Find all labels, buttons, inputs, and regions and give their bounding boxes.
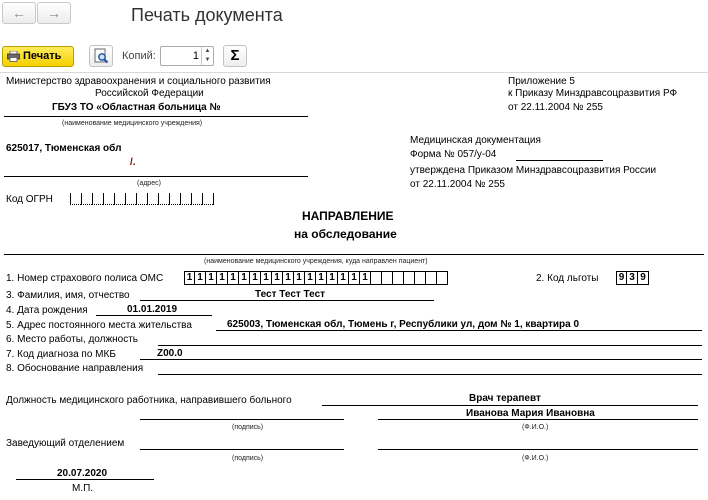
position-value-underline <box>378 405 698 406</box>
address-mark: /. <box>130 157 136 168</box>
ogrn-cells <box>70 193 214 205</box>
benefit-code-cells <box>616 271 649 285</box>
doctor-name-underline <box>378 419 698 420</box>
policy-digit-cell: 1 <box>250 271 261 285</box>
ministry-line1: Министерство здравоохранения и социального развития <box>6 76 271 87</box>
ogrn-cell <box>81 193 92 205</box>
head-signature-line <box>140 449 344 450</box>
ogrn-cell <box>158 193 169 205</box>
policy-digit-cell: 1 <box>228 271 239 285</box>
ogrn-cell <box>103 193 114 205</box>
institution-name: ГБУЗ ТО «Областная больница № <box>52 102 221 113</box>
workplace-label: 6. Место работы, должность <box>6 334 139 345</box>
policy-digit-cell <box>404 271 415 285</box>
med-doc-line1: Медицинская документация <box>410 135 541 146</box>
head-name-underline <box>378 449 698 450</box>
date-underline <box>16 479 154 480</box>
policy-digit-cell: 1 <box>338 271 349 285</box>
policy-number-cells <box>184 271 448 285</box>
doctor-name: Иванова Мария Ивановна <box>466 408 595 419</box>
policy-digit-cell: 1 <box>206 271 217 285</box>
policy-digit-cell: 1 <box>261 271 272 285</box>
back-button[interactable] <box>2 2 36 24</box>
benefit-digit-cell: 9 <box>616 271 627 285</box>
copies-label: Копий: <box>122 50 156 62</box>
ogrn-cell <box>147 193 158 205</box>
heading-title: НАПРАВЛЕНИЕ <box>302 209 394 223</box>
stamp-label: М.П. <box>72 483 94 494</box>
policy-digit-cell: 1 <box>294 271 305 285</box>
address-value: 625017, Тюменская обл <box>6 143 122 154</box>
med-doc-line3: утверждена Приказом Минздравсоцразвития России <box>410 165 657 176</box>
address-caption: (адрес) <box>137 180 161 187</box>
ogrn-cell <box>191 193 202 205</box>
appendix-line3: от 22.11.2004 № 255 <box>508 102 603 113</box>
justification-underline <box>158 374 702 375</box>
benefit-digit-cell: 3 <box>627 271 638 285</box>
date-value: 20.07.2020 <box>57 468 108 479</box>
diagnosis-value: Z00.0 <box>157 348 183 359</box>
birthdate-underline <box>96 315 212 316</box>
policy-digit-cell: 1 <box>360 271 371 285</box>
position-value: Врач терапевт <box>469 393 541 404</box>
address-residence-underline <box>216 330 702 331</box>
med-doc-line4: от 22.11.2004 № 255 <box>410 179 505 190</box>
ministry-line2: Российской Федерации <box>95 88 204 99</box>
arrow-left-icon: ← <box>12 5 26 21</box>
policy-digit-cell <box>437 271 448 285</box>
diagnosis-underline <box>140 359 702 360</box>
fio-value: Тест Тест Тест <box>255 289 326 300</box>
target-caption: (наименование медицинского учреждения, куда направлен пациент) <box>204 258 428 265</box>
ogrn-cell <box>92 193 103 205</box>
justification-label: 8. Обоснование направления <box>6 363 144 374</box>
ogrn-cell <box>136 193 147 205</box>
appendix-line2: к Приказу Минздравсоцразвития РФ <box>508 88 678 99</box>
policy-digit-cell <box>371 271 382 285</box>
birthdate-value: 01.01.2019 <box>127 304 178 315</box>
ogrn-cell <box>169 193 180 205</box>
print-button[interactable] <box>2 46 74 67</box>
preview-button[interactable] <box>89 45 113 67</box>
print-button-label: Печать <box>23 50 62 62</box>
workplace-underline <box>158 345 702 346</box>
fio-underline <box>140 300 434 301</box>
policy-digit-cell: 1 <box>283 271 294 285</box>
policy-digit-cell <box>415 271 426 285</box>
position-label: Должность медицинского работника, направившего больного <box>6 395 292 406</box>
policy-label: 1. Номер страхового полиса ОМС <box>6 273 164 284</box>
fio-caption: (Ф.И.О.) <box>522 424 549 431</box>
policy-digit-cell: 1 <box>272 271 283 285</box>
ogrn-cell <box>70 193 81 205</box>
target-underline <box>4 254 704 255</box>
policy-digit-cell: 1 <box>305 271 316 285</box>
forward-button[interactable] <box>37 2 71 24</box>
form-number-underline <box>516 160 603 161</box>
policy-digit-cell <box>382 271 393 285</box>
birthdate-label: 4. Дата рождения <box>6 305 88 316</box>
policy-digit-cell: 1 <box>349 271 360 285</box>
signature-caption: (подпись) <box>232 424 264 431</box>
benefit-label: 2. Код льготы <box>536 273 599 284</box>
ogrn-cell <box>180 193 191 205</box>
doctor-signature-line <box>140 419 344 420</box>
ogrn-cell <box>202 193 213 205</box>
institution-underline <box>4 116 308 117</box>
policy-digit-cell: 1 <box>217 271 228 285</box>
fio-caption-2: (Ф.И.О.) <box>522 455 549 462</box>
ogrn-cell <box>114 193 125 205</box>
address-underline <box>4 176 308 177</box>
toolbar-separator <box>0 72 708 73</box>
benefit-digit-cell: 9 <box>638 271 649 285</box>
policy-digit-cell: 1 <box>316 271 327 285</box>
position-signature-line <box>322 405 378 406</box>
policy-digit-cell: 1 <box>195 271 206 285</box>
policy-digit-cell: 1 <box>239 271 250 285</box>
head-label: Заведующий отделением <box>6 438 125 449</box>
ogrn-label: Код ОГРН <box>6 194 53 205</box>
window-title: Печать документа <box>131 5 283 25</box>
policy-digit-cell: 1 <box>184 271 195 285</box>
copies-value: 1 <box>192 50 199 62</box>
policy-digit-cell: 1 <box>327 271 338 285</box>
sum-icon: Σ <box>230 47 240 64</box>
address-residence-value: 625003, Тюменская обл, Тюмень г, Республики ул, дом № 1, квартира 0 <box>227 319 580 330</box>
heading-subtitle: на обследование <box>294 227 397 241</box>
policy-digit-cell <box>393 271 404 285</box>
signature-caption-2: (подпись) <box>232 455 264 462</box>
sum-button[interactable] <box>223 45 247 67</box>
ogrn-cell <box>125 193 136 205</box>
policy-digit-cell <box>426 271 437 285</box>
appendix-line1: Приложение 5 <box>508 76 575 87</box>
med-doc-line2: Форма № 057/у-04 <box>410 149 497 160</box>
print-preview-icon <box>93 48 109 64</box>
arrow-right-icon: → <box>47 5 61 21</box>
address-residence-label: 5. Адрес постоянного места жительства <box>6 320 192 331</box>
printer-icon <box>7 51 20 62</box>
copies-input[interactable] <box>160 46 214 66</box>
institution-caption: (наименование медицинского учреждения) <box>62 120 203 127</box>
fio-label: 3. Фамилия, имя, отчество <box>6 290 130 301</box>
copies-stepper[interactable]: ▲ ▼ <box>201 47 213 65</box>
diagnosis-label: 7. Код диагноза по МКБ <box>6 349 116 360</box>
